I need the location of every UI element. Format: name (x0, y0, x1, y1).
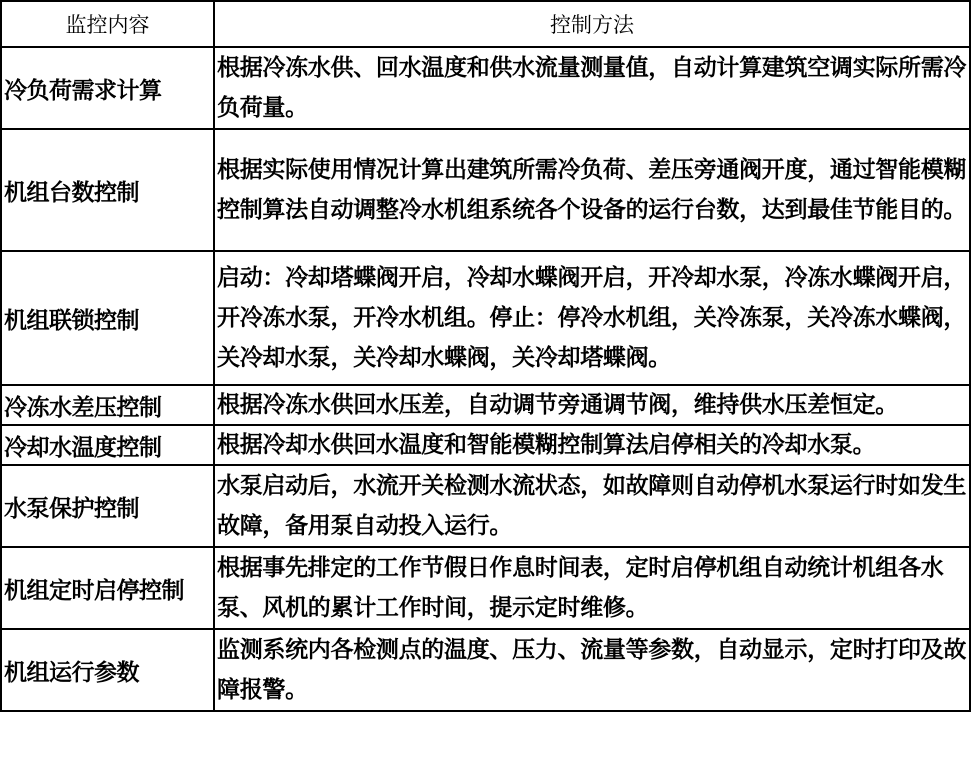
control-method: 启动：冷却塔蝶阀开启，冷却水蝶阀开启，开冷却水泵，冷冻水蝶阀开启，开冷冻水泵，开冷水机组。停止：停冷水机组，关冷冻泵，关冷冻水蝶阀，关冷却水泵，关冷却水蝶阀，关冷却塔蝶阀。 (214, 251, 970, 385)
control-method: 监测系统内各检测点的温度、压力、流量等参数，自动显示，定时打印及故障报警。 (214, 629, 970, 711)
header-control-method: 控制方法 (214, 1, 970, 47)
monitor-item: 机组定时启停控制 (1, 547, 214, 629)
control-method: 水泵启动后，水流开关检测水流状态，如故障则自动停机水泵运行时如发生故障，备用泵自动投入运行。 (214, 465, 970, 547)
control-method: 根据实际使用情况计算出建筑所需冷负荷、差压旁通阀开度，通过智能模糊控制算法自动调整冷水机组系统各个设备的运行台数，达到最佳节能目的。 (214, 129, 970, 251)
control-method: 根据冷冻水供、回水温度和供水流量测量值，自动计算建筑空调实际所需冷负荷量。 (214, 47, 970, 129)
table-row (1, 385, 970, 425)
monitor-item: 冷冻水差压控制 (1, 385, 214, 425)
monitor-item: 机组联锁控制 (1, 251, 214, 385)
monitor-item: 机组台数控制 (1, 129, 214, 251)
table-row (1, 129, 970, 251)
table-row (1, 465, 970, 547)
table-row (1, 547, 970, 629)
table-row (1, 251, 970, 385)
header-monitor-content: 监控内容 (1, 1, 214, 47)
monitor-item: 冷负荷需求计算 (1, 47, 214, 129)
monitor-item: 水泵保护控制 (1, 465, 214, 547)
table-row (1, 425, 970, 465)
monitor-item: 冷却水温度控制 (1, 425, 214, 465)
control-method: 根据冷冻水供回水压差，自动调节旁通调节阀，维持供水压差恒定。 (214, 385, 970, 425)
monitor-item: 机组运行参数 (1, 629, 214, 711)
header-row (1, 1, 970, 47)
control-method: 根据冷却水供回水温度和智能模糊控制算法启停相关的冷却水泵。 (214, 425, 970, 465)
table-row (1, 47, 970, 129)
table-row (1, 629, 970, 711)
control-method: 根据事先排定的工作节假日作息时间表，定时启停机组自动统计机组各水泵、风机的累计工作时间，提示定时维修。 (214, 547, 970, 629)
